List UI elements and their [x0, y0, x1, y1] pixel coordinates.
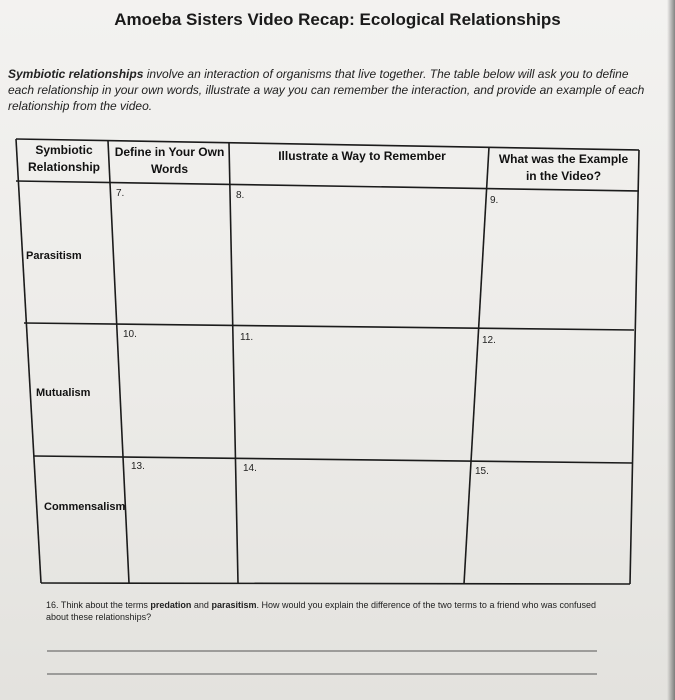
row-divider-1	[24, 323, 634, 330]
col-divider-2	[229, 143, 238, 583]
question-number-10: 10.	[123, 329, 137, 340]
col-divider-1	[108, 141, 129, 583]
question-number-12: 12.	[482, 335, 496, 346]
table-bottom-border	[41, 583, 630, 584]
question-number-14: 14.	[243, 463, 257, 474]
page-title: Amoeba Sisters Video Recap: Ecological Relationships	[114, 10, 561, 29]
intro-text: involve an interaction of organisms that live together. The table below will ask you to define each relationship in your own words, illustrate a way you can remember the interaction, and provide an example of each relationship from the video.	[8, 67, 645, 113]
q16-prefix: 16. Think about the terms	[46, 600, 151, 610]
q16-term-predation: predation	[150, 600, 192, 610]
question-number-15: 15.	[475, 466, 489, 477]
table-left-border	[16, 139, 41, 583]
page-edge-shadow	[667, 0, 675, 700]
question-number-7: 7.	[116, 188, 125, 199]
question-number-9: 9.	[490, 195, 499, 206]
q16-term-parasitism: parasitism	[211, 600, 257, 610]
header-symbiotic-relationship: Symbiotic Relationship	[27, 143, 100, 174]
row-label-commensalism: Commensalism	[44, 501, 126, 513]
table-right-border	[630, 150, 639, 584]
question-number-13: 13.	[131, 461, 145, 472]
q16-suffix: . How would you explain the difference of the two terms to a friend who was confused about these relationships?	[46, 600, 597, 622]
row-label-parasitism: Parasitism	[26, 250, 82, 262]
q16-mid: and	[191, 600, 212, 610]
header-illustrate: Illustrate a Way to Remember	[278, 149, 446, 163]
row-label-mutualism: Mutualism	[36, 387, 91, 399]
header-example: What was the Example in the Video?	[498, 152, 629, 183]
header-define: Define in Your Own Words	[114, 145, 225, 176]
question-number-8: 8.	[236, 190, 245, 201]
intro-bold-lead: Symbiotic relationships	[8, 67, 144, 81]
question-number-11: 11.	[240, 332, 254, 343]
question-16	[46, 599, 606, 623]
col-divider-3	[464, 147, 489, 584]
